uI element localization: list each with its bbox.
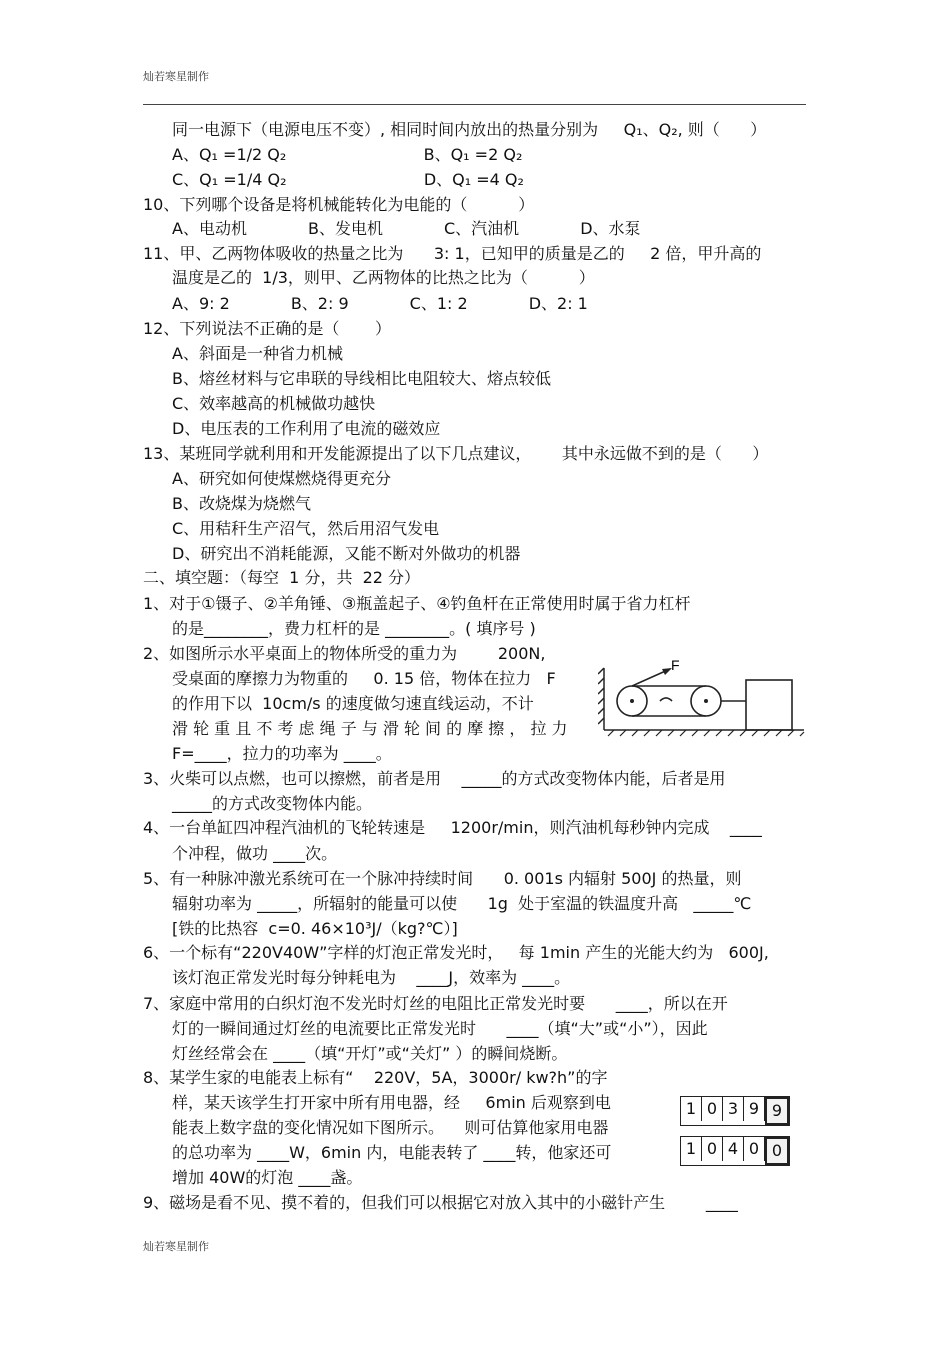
text-line: B、改烧煤为烧燃气 — [172, 494, 311, 513]
text-line: C、用秸秆生产沼气，然后用沼气发电 — [172, 519, 440, 538]
text-line: C、效率越高的机械做功越快 — [172, 394, 376, 413]
force-label: F — [671, 658, 680, 673]
text-line: 3、火柴可以点燃，也可以擦燃，前者是用 _____的方式改变物体内能，后者是用 — [143, 769, 726, 788]
text-line: _____的方式改变物体内能。 — [172, 794, 373, 813]
text-line: A、9: 2 B、2: 9 C、1: 2 D、2: 1 — [172, 294, 588, 313]
text-line: [铁的比热容 c=0. 46×10³J/（kg?℃）] — [172, 919, 458, 938]
text-line: 5、有一种脉冲激光系统可在一个脉冲持续时间 0. 001s 内辐射 500J 的热量，则 — [143, 869, 742, 888]
meter-digit: 0 — [744, 1137, 765, 1161]
text-line: 滑 轮 重 且 不 考 虑 绳 子 与 滑 轮 间 的 摩 擦 ， 拉 力 — [172, 719, 568, 738]
text-line: 9、磁场是看不见、摸不着的，但我们可以根据它对放入其中的小磁针产生 ____ — [143, 1193, 738, 1212]
meter-digit: 1 — [681, 1137, 702, 1161]
text-line: 12、下列说法不正确的是（ ） — [143, 319, 391, 338]
text-line: 样，某天该学生打开家中所有用电器，经 6min 后观察到电 — [172, 1093, 611, 1112]
text-line: C、Q₁ =1/4 Q₂ D、Q₁ =4 Q₂ — [172, 170, 524, 189]
meter-digit: 1 — [681, 1097, 702, 1121]
block — [746, 680, 792, 730]
section-title: 二、填空题：（每空 1 分，共 22 分） — [143, 568, 421, 587]
text-line: 的是________，费力杠杆的是 ________。( 填序号 ) — [172, 619, 536, 638]
text-line: 8、某学生家的电能表上标有“ 220V，5A，3000r/ kw?h”的字 — [143, 1068, 608, 1087]
text-line: A、斜面是一种省力机械 — [172, 344, 343, 363]
meter-digit: 4 — [723, 1137, 744, 1161]
ground-hatch — [608, 730, 804, 736]
meter-reading-before — [680, 1096, 790, 1126]
text-line: 7、家庭中常用的白织灯泡不发光时灯丝的电阻比正常发光时要 ____，所以在开 — [143, 994, 728, 1013]
text-line: 4、一台单缸四冲程汽油机的飞轮转速是 1200r/min，则汽油机每秒钟内完成 ____ — [143, 818, 762, 837]
text-line: 该灯泡正常发光时每分钟耗电为 ____J，效率为 ____。 — [172, 968, 571, 987]
meter-reading-after — [680, 1136, 790, 1166]
text-line: 温度是乙的 1/3，则甲、乙两物体的比热之比为（ ） — [172, 268, 595, 287]
text-line: A、电动机 B、发电机 C、汽油机 D、水泵 — [172, 219, 641, 238]
text-line: A、研究如何使煤燃烧得更充分 — [172, 469, 391, 488]
meter-digit: 9 — [744, 1097, 765, 1121]
wall — [598, 668, 804, 730]
text-line: F=____，拉力的功率为 ____。 — [172, 744, 392, 763]
page-header: 灿若寒星制作 — [143, 70, 209, 83]
text-line: 2、如图所示水平桌面上的物体所受的重力为 200N, — [143, 644, 546, 663]
text-line: D、电压表的工作利用了电流的磁效应 — [172, 419, 441, 438]
text-line: 增加 40W的灯泡 ____盏。 — [172, 1168, 363, 1187]
meter-digit-decimal: 0 — [765, 1137, 789, 1165]
text-line: 受桌面的摩擦力为物重的 0. 15 倍，物体在拉力 F — [172, 669, 556, 688]
text-line: D、研究出不消耗能源，又能不断对外做功的机器 — [172, 544, 521, 563]
meter-digit: 0 — [702, 1097, 723, 1121]
meter-digit: 0 — [702, 1137, 723, 1161]
text-line: 11、甲、乙两物体吸收的热量之比为 3: 1，已知甲的质量是乙的 2 倍，甲升高的 — [143, 244, 762, 263]
text-line: 灯丝经常会在 ____（填“开灯”或“关灯” ）的瞬间烧断。 — [172, 1044, 568, 1063]
text-line: 1、对于①镊子、②羊角锤、③瓶盖起子、④钓鱼杆在正常使用时属于省力杠杆 — [143, 594, 691, 613]
meter-digit: 3 — [723, 1097, 744, 1121]
text-line: 灯的一瞬间通过灯丝的电流要比正常发光时 ____（填“大”或“小”），因此 — [172, 1019, 708, 1038]
text-line: 辐射功率为 _____，所辐射的能量可以使 1g 处于室温的铁温度升高 _____℃ — [172, 894, 752, 913]
pulley-diagram — [598, 658, 810, 738]
text-line: 13、某班同学就利用和开发能源提出了以下几点建议， 其中永远做不到的是（ ） — [143, 444, 769, 463]
text-line: 6、一个标有“220V40W”字样的灯泡正常发光时， 每 1min 产生的光能大约为 600J, — [143, 943, 769, 962]
rope-curl — [660, 698, 672, 701]
text-line: 同一电源下（电源电压不变）, 相同时间内放出的热量分别为 Q₁、Q₂, 则（ ） — [172, 120, 767, 139]
text-line: A、Q₁ =1/2 Q₂ B、Q₁ =2 Q₂ — [172, 145, 523, 164]
text-line: 个冲程，做功 ____次。 — [172, 844, 338, 863]
text-line: 10、下列哪个设备是将机械能转化为电能的（ ） — [143, 195, 535, 214]
page-footer: 灿若寒星制作 — [143, 1240, 209, 1253]
text-line: B、熔丝材料与它串联的导线相比电阻较大、熔点较低 — [172, 369, 551, 388]
text-line: 能表上数字盘的变化情况如下图所示。 则可估算他家用电器 — [172, 1118, 609, 1137]
text-line: 的作用下以 10cm/s 的速度做匀速直线运动，不计 — [172, 694, 534, 713]
meter-digit-decimal: 9 — [765, 1097, 789, 1125]
text-line: 的总功率为 ____W，6min 内，电能表转了 ____转，他家还可 — [172, 1143, 612, 1162]
header-rule — [143, 104, 806, 105]
